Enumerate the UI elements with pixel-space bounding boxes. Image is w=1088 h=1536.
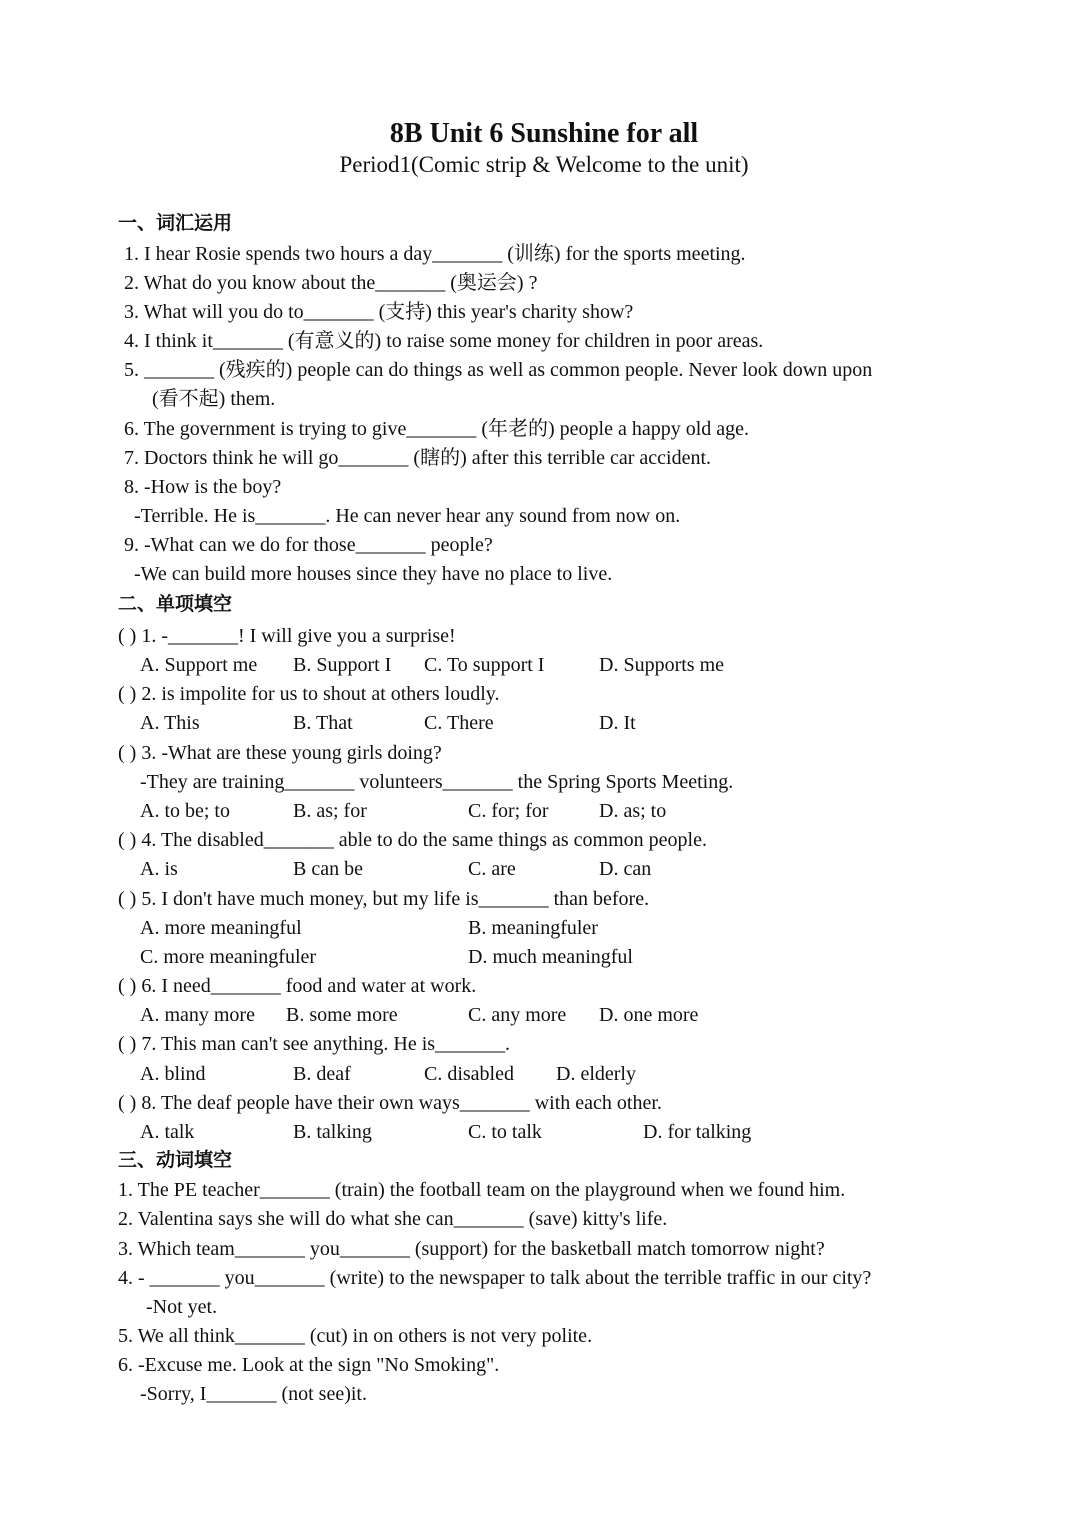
- option-d: D. can: [599, 858, 652, 880]
- question-stem: ( ) 1. -_______! I will give you a surprise!: [118, 625, 456, 647]
- option-c: C. are: [468, 858, 516, 880]
- verb-item-answer: -Not yet.: [146, 1296, 218, 1318]
- option-b: B. That: [293, 712, 353, 734]
- question-stem: ( ) 4. The disabled_______ able to do the same things as common people.: [118, 829, 707, 851]
- option-a: A. to be; to: [140, 800, 230, 822]
- verb-item: 1. The PE teacher_______ (train) the football team on the playground when we found him.: [118, 1179, 846, 1201]
- vocab-item: 3. What will you do to_______ (支持) this year's charity show?: [124, 301, 634, 323]
- verb-item: 6. -Excuse me. Look at the sign "No Smoking".: [118, 1354, 500, 1376]
- vocab-item: 6. The government is trying to give_______ (年老的) people a happy old age.: [124, 418, 750, 440]
- option-a: A. blind: [140, 1063, 206, 1085]
- verb-item: 2. Valentina says she will do what she can_______ (save) kitty's life.: [118, 1208, 668, 1230]
- option-a: A. is: [140, 858, 178, 880]
- option-a: A. more meaningful: [140, 917, 302, 939]
- vocab-item: 1. I hear Rosie spends two hours a day_______ (训练) for the sports meeting.: [124, 243, 746, 265]
- option-a: A. This: [140, 712, 200, 734]
- question-stem: ( ) 6. I need_______ food and water at work.: [118, 975, 477, 997]
- option-b: B. meaningfuler: [468, 917, 598, 939]
- page-subtitle: Period1(Comic strip & Welcome to the unit): [339, 152, 749, 177]
- verb-item: 5. We all think_______ (cut) in on others is not very polite.: [118, 1325, 593, 1347]
- option-b: B. as; for: [293, 800, 367, 822]
- vocab-item-answer: -Terrible. He is_______. He can never hear any sound from now on.: [134, 505, 681, 527]
- option-c: C. to talk: [468, 1121, 542, 1143]
- verb-item: 3. Which team_______ you_______ (support) for the basketball match tomorrow night?: [118, 1238, 825, 1260]
- vocab-item: 8. -How is the boy?: [124, 476, 282, 498]
- option-d: D. elderly: [556, 1063, 636, 1085]
- option-c: C. more meaningfuler: [140, 946, 317, 968]
- option-d: D. for talking: [643, 1121, 752, 1143]
- option-d: D. much meaningful: [468, 946, 633, 968]
- section-heading-multiple-choice: 二、单项填空: [118, 593, 233, 615]
- vocab-item-answer: -We can build more houses since they have no place to live.: [134, 563, 613, 585]
- option-b: B. Support I: [293, 654, 392, 676]
- vocab-item: 5. _______ (残疾的) people can do things as well as common people. Never look down upon: [124, 359, 873, 381]
- question-stem: ( ) 5. I don't have much money, but my life is_______ than before.: [118, 888, 650, 910]
- verb-item-answer: -Sorry, I_______ (not see)it.: [140, 1383, 367, 1405]
- option-d: D. It: [599, 712, 636, 734]
- question-stem: ( ) 2. is impolite for us to shout at others loudly.: [118, 683, 500, 705]
- option-b: B. talking: [293, 1121, 372, 1143]
- verb-item: 4. - _______ you_______ (write) to the newspaper to talk about the terrible traffic in our city?: [118, 1267, 872, 1289]
- option-b: B. deaf: [293, 1063, 351, 1085]
- option-a: A. Support me: [140, 654, 258, 676]
- option-d: D. Supports me: [599, 654, 724, 676]
- question-stem: ( ) 3. -What are these young girls doing?: [118, 742, 442, 764]
- option-c: C. disabled: [424, 1063, 514, 1085]
- option-c: C. for; for: [468, 800, 549, 822]
- vocab-item: 7. Doctors think he will go_______ (瞎的) after this terrible car accident.: [124, 447, 712, 469]
- option-d: D. as; to: [599, 800, 667, 822]
- section-heading-vocabulary: 一、词汇运用: [118, 212, 233, 234]
- option-a: A. talk: [140, 1121, 195, 1143]
- section-heading-verb-fill: 三、动词填空: [118, 1149, 233, 1171]
- vocab-item: 9. -What can we do for those_______ people?: [124, 534, 493, 556]
- option-a: A. many more: [140, 1004, 255, 1026]
- option-b: B can be: [293, 858, 363, 880]
- question-stem-continuation: -They are training_______ volunteers_______ the Spring Sports Meeting.: [140, 771, 734, 793]
- question-stem: ( ) 7. This man can't see anything. He is_______.: [118, 1033, 511, 1055]
- option-b: B. some more: [286, 1004, 398, 1026]
- option-d: D. one more: [599, 1004, 699, 1026]
- vocab-item: 4. I think it_______ (有意义的) to raise some money for children in poor areas.: [124, 330, 764, 352]
- option-c: C. any more: [468, 1004, 567, 1026]
- option-c: C. To support I: [424, 654, 545, 676]
- vocab-item: 2. What do you know about the_______ (奥运会) ?: [124, 272, 538, 294]
- question-stem: ( ) 8. The deaf people have their own ways_______ with each other.: [118, 1092, 662, 1114]
- page-title: 8B Unit 6 Sunshine for all: [389, 118, 699, 149]
- vocab-item-continuation: (看不起) them.: [152, 388, 276, 410]
- option-c: C. There: [424, 712, 494, 734]
